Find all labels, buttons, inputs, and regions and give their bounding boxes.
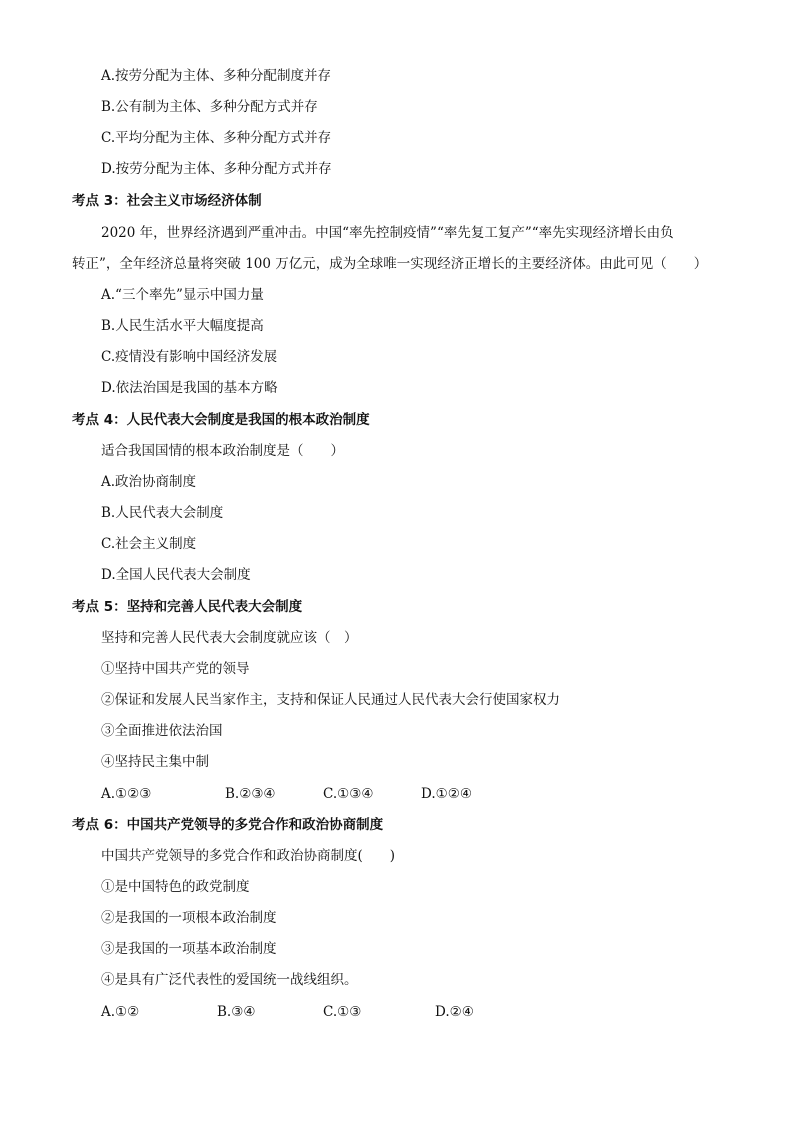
option-d: D.依法治国是我国的基本方略 [101, 380, 278, 396]
section-heading-4: 考点 4：人民代表大会制度是我国的根本政治制度 [72, 412, 370, 428]
section-heading-3: 考点 3：社会主义市场经济体制 [72, 193, 262, 209]
question-stem-line1: 2020 年，世界经济遇到严重冲击。中国“率先控制疫情”“率先复工复产”“率先实现经济增长由负 [101, 225, 674, 241]
statement-4: ④坚持民主集中制 [101, 754, 209, 770]
section-heading-5: 考点 5：坚持和完善人民代表大会制度 [72, 599, 303, 615]
option-b: B.人民生活水平大幅度提高 [101, 318, 264, 334]
statement-2: ②保证和发展人民当家作主，支持和保证人民通过人民代表大会行使国家权力 [101, 692, 560, 708]
question-stem: 坚持和完善人民代表大会制度就应该（ ） [101, 630, 358, 646]
choice-c: C.①③④ [323, 786, 374, 802]
choice-b: B.③④ [217, 1004, 256, 1020]
question-stem: 中国共产党领导的多党合作和政治协商制度( ) [101, 848, 396, 864]
statement-3: ③是我国的一项基本政治制度 [101, 941, 277, 957]
option-d: D.按劳分配为主体、多种分配方式并存 [101, 161, 332, 177]
question-stem-line2: 转正”，全年经济总量将突破 100 万亿元，成为全球唯一实现经济正增长的主要经济体。由此可见（ ） [72, 256, 708, 272]
option-c: C.社会主义制度 [101, 536, 197, 552]
statement-3: ③全面推进依法治国 [101, 723, 223, 739]
option-a: A.按劳分配为主体、多种分配制度并存 [101, 68, 332, 84]
statement-1: ①是中国特色的政党制度 [101, 879, 250, 895]
option-d: D.全国人民代表大会制度 [101, 567, 251, 583]
statement-4: ④是具有广泛代表性的爱国统一战线组织。 [101, 972, 358, 988]
option-a: A.“三个率先”显示中国力量 [101, 287, 264, 303]
option-c: C.疫情没有影响中国经济发展 [101, 349, 278, 365]
choice-c: C.①③ [323, 1004, 362, 1020]
section-heading-6: 考点 6：中国共产党领导的多党合作和政治协商制度 [72, 817, 384, 833]
choice-b: B.②③④ [225, 786, 276, 802]
option-a: A.政治协商制度 [101, 474, 197, 490]
choice-d: D.①②④ [421, 786, 472, 802]
option-b: B.人民代表大会制度 [101, 505, 224, 521]
choice-d: D.②④ [435, 1004, 474, 1020]
choice-a: A.①② [101, 1004, 140, 1020]
option-b: B.公有制为主体、多种分配方式并存 [101, 99, 318, 115]
choice-a: A.①②③ [101, 786, 152, 802]
statement-1: ①坚持中国共产党的领导 [101, 661, 250, 677]
statement-2: ②是我国的一项根本政治制度 [101, 910, 277, 926]
option-c: C.平均分配为主体、多种分配方式并存 [101, 130, 332, 146]
question-stem: 适合我国国情的根本政治制度是（ ） [101, 443, 344, 459]
